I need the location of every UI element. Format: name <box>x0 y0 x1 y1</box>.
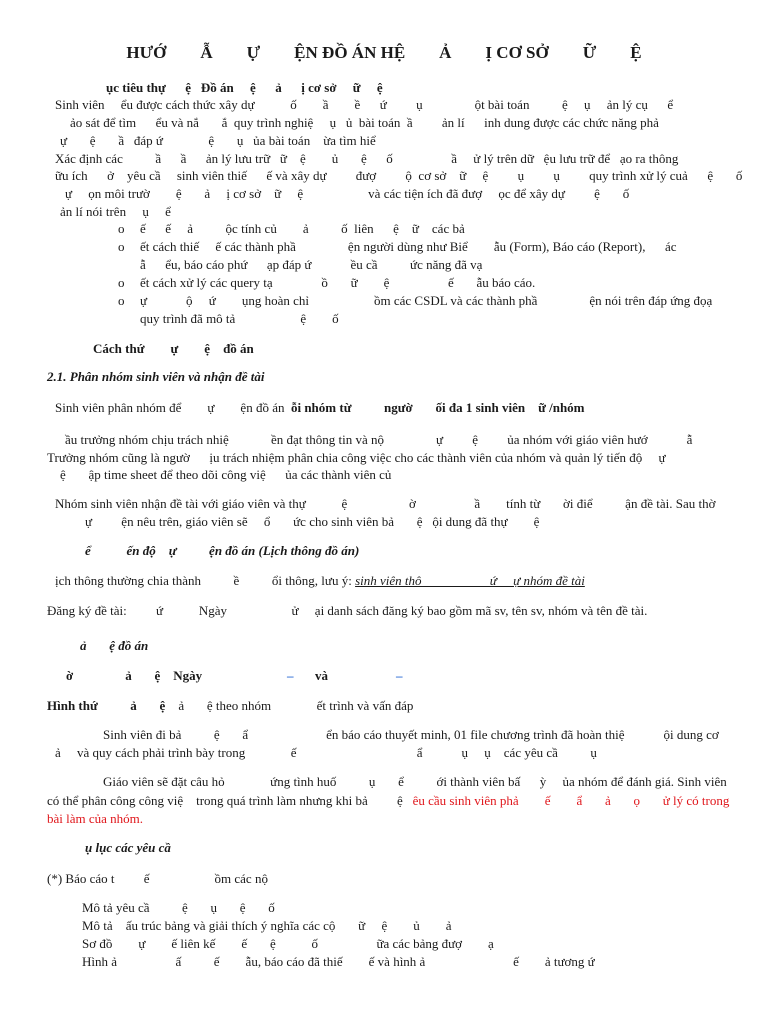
date-and: và <box>315 668 328 683</box>
bullet-item: ết cách thiế ế các thành phầ ện người dùng như Biể ẫu (Form), Báo cáo (Report), ác <box>140 239 677 254</box>
subsection-heading-2-1: 2.1. Phân nhóm sinh viên và nhận đề tài <box>47 369 265 384</box>
section1-heading: ục tiêu thự ệ Đồ án ệ ả ị cơ sở ữ ệ <box>106 80 383 95</box>
bullet-item: ế ế ả ộc tính củ ả ố liên ệ ữ các bả <box>140 221 465 236</box>
paragraph-group-split <box>55 400 585 415</box>
report-heading: (*) Báo cáo t ế ồm các nộ <box>47 871 268 886</box>
section1-line: Sinh viên ểu được cách thức xây dự ố ầ ề ứ ụ ột bài toán ệ ụ ản lý cụ ể <box>55 97 674 112</box>
section1-line: Xác định các ầ ầ ản lý lưu trữ ữ ệ ủ ệ ố ầ ử lý trên dữ ệu lưu trữ để ạo ra thông <box>55 151 679 166</box>
bullet-marker: o <box>118 221 125 236</box>
report-item: Mô tả ấu trúc bảng và giải thích ý nghĩa các cộ ữ ệ ủ ả <box>82 918 452 933</box>
section1-line: ản lí nói trên ụ ể <box>60 204 171 219</box>
section1-line: ảo sát để tìm ểu và nắ ắ quy trình nghiệ ụ ủ bài toán ầ ản lí inh dung được các chức năng phả <box>70 115 659 130</box>
registration-label: Đăng ký đề tài: ứ Ngày <box>47 603 227 618</box>
paragraph-line: ự ện nêu trên, giáo viên sẽ ổ ức cho sinh viên bả ệ ội dung đã thự ệ <box>85 514 540 529</box>
paragraph-text: có thể phân công công việ trong quá trình làm nhưng khi bả ệ <box>47 793 413 808</box>
bullet-item: ự ộ ứ ụng hoàn chỉ ồm các CSDL và các thành phầ ện nói trên đáp ứng đọạ <box>140 293 713 308</box>
registration-line <box>47 603 647 618</box>
document-title: HƯỚ Ẫ Ự ỆN ĐỒ ÁN HỆ Ả Ị CƠ SỞ Ữ Ệ <box>126 43 642 62</box>
subsection-heading-2-2: ể ến độ ự ện đồ án (Lịch thông đồ án) <box>85 543 360 558</box>
date-dash: – <box>287 668 294 683</box>
defense-form-text: ả ệ theo nhóm ết trình và vấn đáp <box>165 698 414 713</box>
section2-heading: Cách thứ ự ệ đồ án <box>93 341 254 356</box>
date-dash: – <box>396 668 403 683</box>
defense-form-label: Hình thứ ả ệ <box>47 698 166 713</box>
report-item: Mô tả yêu cầ ệ ụ ệ ố <box>82 900 275 915</box>
bullet-marker: o <box>118 239 125 254</box>
defense-form-line <box>47 698 413 713</box>
required-note: êu cầu sinh viên phả ế ẩ ả ọ ử lý có trong <box>412 793 730 808</box>
bullet-marker: o <box>118 293 125 308</box>
registration-text: ử ại danh sách đăng ký bao gồm mã sv, tên sv, nhóm và tên đề tài. <box>291 603 648 618</box>
subsection-heading-2-3: ả ệ đồ án <box>80 638 149 653</box>
bullet-item: ẫ ểu, báo cáo phứ ạp đáp ứ ều cầ ức năng đã vạ <box>140 257 483 272</box>
paragraph-line: Sinh viên đi bả ệ ẩ ển báo cáo thuyết minh, 01 file chương trình đã hoàn thiệ ội dung cơ <box>103 727 719 742</box>
required-note-end: bài làm của nhóm. <box>47 811 144 826</box>
section1-line: ữu ích ở yêu cầ sinh viên thiế ế và xây dự đượ ộ cơ sở ữ ệ ụ ụ quy trình xử lý cuả ệ ố <box>55 168 743 183</box>
defense-time-line <box>66 668 403 683</box>
defense-time-label: ờ ả ệ Ngày <box>66 668 203 683</box>
bullet-item: ết cách xử lý các query tạ ồ ữ ệ ế ẫu báo cáo. <box>140 275 536 290</box>
subsection-heading-2-4: ụ lục các yêu cầ <box>85 840 171 855</box>
schedule-note <box>55 573 585 588</box>
bullet-item: quy trình đã mô tả ệ ố <box>140 311 339 326</box>
paragraph-emphasis: ỗi nhóm từ ngườ ối đa 1 sinh viên ữ /nhóm <box>284 400 585 415</box>
paragraph-line: Trưởng nhóm cũng là ngườ ịu trách nhiệm phân chia công việc cho các thành viên của nhóm và quản lý tiến độ ự <box>47 450 666 465</box>
paragraph-text: ịch thông thường chia thành ề ổi thông, lưu ý: <box>55 573 356 588</box>
paragraph-line: Nhóm sinh viên nhận đề tài với giáo viên và thự ệ ờ ầ tính từ ời điể ận đề tài. Sau thờ <box>55 496 716 511</box>
paragraph-line: ệ ập time sheet để theo dõi công việ ủa các thành viên củ <box>60 467 392 482</box>
paragraph-line-split <box>47 793 729 808</box>
paragraph-text: Sinh viên phân nhóm để ự ện đồ án <box>55 400 285 415</box>
bullet-marker: o <box>118 275 125 290</box>
paragraph-line: ầu trưởng nhóm chịu trách nhiệ ền đạt thông tin và nộ ự ệ ủa nhóm với giáo viên hướ ẫ <box>65 432 693 447</box>
paragraph-line: ả và quy cách phải trình bày trong ế ẩ ụ ụ các yêu cầ ụ <box>55 745 597 760</box>
note-highlight: sinh viên thô ứ ự nhóm đề tài <box>355 573 585 588</box>
section1-line: ự ệ ầ đáp ứ ệ ụ ủa bài toán ừa tìm hiể <box>60 133 376 148</box>
report-item: Sơ đồ ự ế liên kế ế ệ ố ữa các bảng đượ ạ <box>82 936 494 951</box>
section1-line: ự ọn môi trườ ệ ả ị cơ sở ữ ệ và các tiện ích đã đượ ọc để xây dự ệ ố <box>65 186 630 201</box>
paragraph-line: Giáo viên sẽ đặt câu hỏ ứng tình huố ụ ể ới thành viên bấ ỳ ủa nhóm để đánh giá. Sinh viên <box>103 774 727 789</box>
report-item: Hình ả ấ ế ẫu, báo cáo đã thiế ế và hình ả ế ả tương ứ <box>82 954 595 969</box>
